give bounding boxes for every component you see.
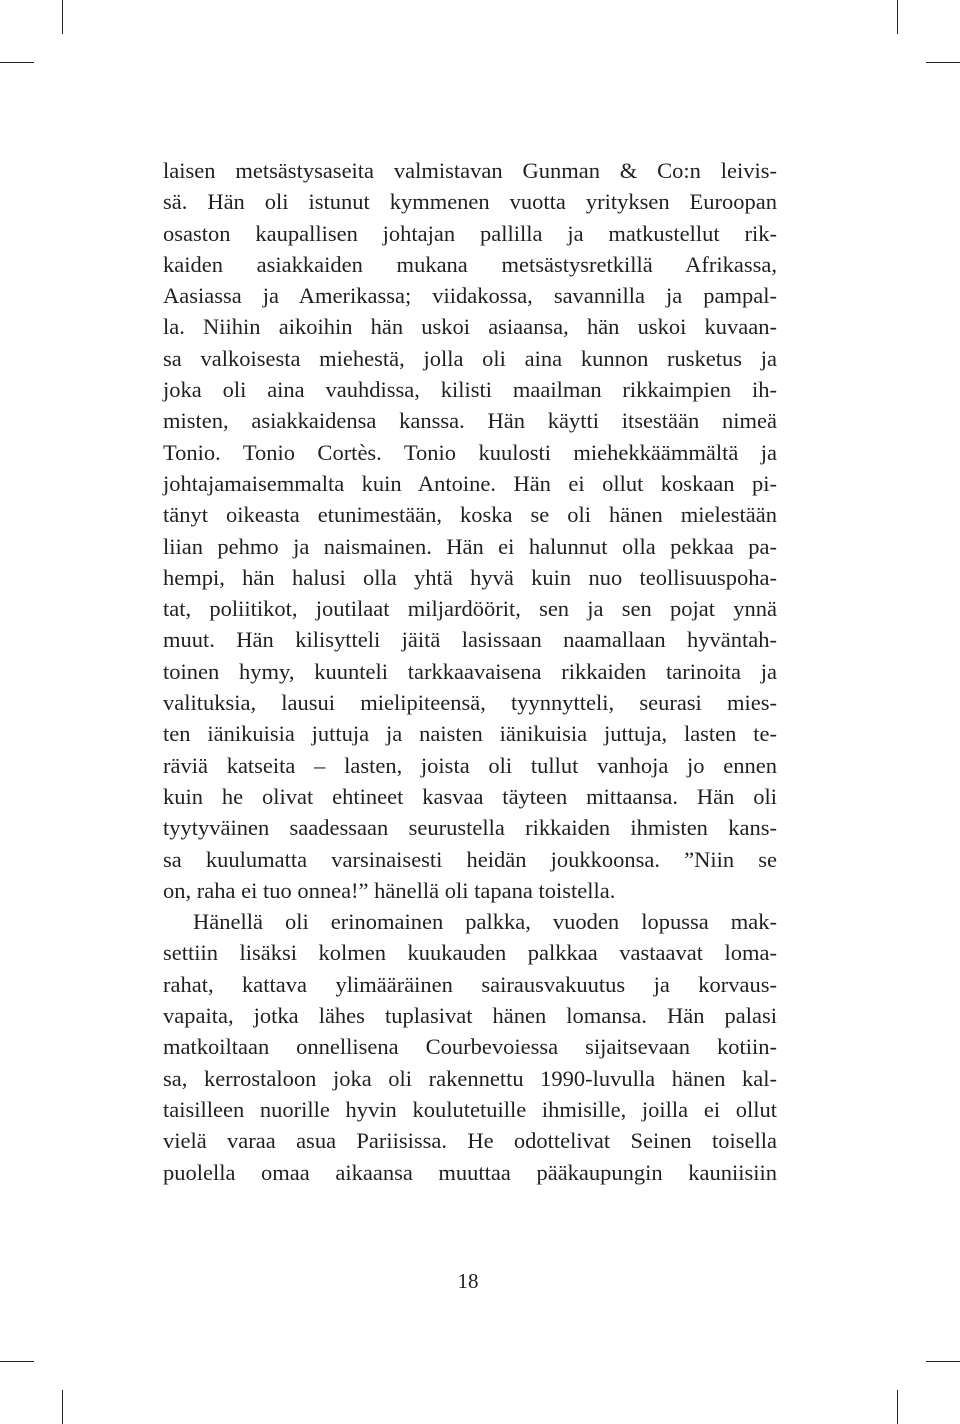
text-line: muut. Hän kilisytteli jäitä lasissaan naamallaan hyväntah- xyxy=(163,627,777,653)
text-line: sa valkoisesta miehestä, jolla oli aina kunnon rusketus ja xyxy=(163,345,777,371)
crop-mark-bottom-left-horizontal xyxy=(0,1361,34,1362)
text-line: hempi, hän halusi olla yhtä hyvä kuin nuo teollisuuspoha- xyxy=(163,564,777,590)
crop-mark-bottom-left xyxy=(62,1390,63,1424)
text-line: Tonio. Tonio Cortès. Tonio kuulosti miehekkäämmältä ja xyxy=(163,439,777,465)
text-line: taisilleen nuorille hyvin koulutetuille ihmisille, joilla ei ollut xyxy=(163,1096,777,1122)
text-line: ten iänikuisia juttuja ja naisten iänikuisia juttuja, lasten te- xyxy=(163,721,777,747)
text-line: liian pehmo ja naismainen. Hän ei halunnut olla pekkaa pa- xyxy=(163,533,777,559)
text-line: tat, poliitikot, joutilaat miljardöörit, sen ja sen pojat ynnä xyxy=(163,596,777,622)
text-line: on, raha ei tuo onnea!” hänellä oli tapana toistella. xyxy=(163,877,616,903)
paragraph-1 xyxy=(163,155,777,906)
text-line: kaiden asiakkaiden mukana metsästysretkillä Afrikassa, xyxy=(163,251,777,277)
crop-mark-top-right xyxy=(897,0,898,34)
text-line: tänyt oikeasta etunimestään, koska se oli hänen mielestään xyxy=(163,502,777,528)
text-line: vielä varaa asua Pariisissa. He odottelivat Seinen toisella xyxy=(163,1128,777,1154)
text-line: osaston kaupallisen johtajan pallilla ja matkustellut rik- xyxy=(163,220,777,246)
crop-mark-bottom-right-horizontal xyxy=(926,1361,960,1362)
text-line: rahat, kattava ylimääräinen sairausvakuutus ja korvaus- xyxy=(163,971,777,997)
text-line: joka oli aina vauhdissa, kilisti maailman rikkaimpien ih- xyxy=(163,377,777,403)
text-line: Aasiassa ja Amerikassa; viidakossa, savannilla ja pampal- xyxy=(163,283,777,309)
text-line: sä. Hän oli istunut kymmenen vuotta yrityksen Euroopan xyxy=(163,189,777,215)
text-line: valituksia, lausui mielipiteensä, tyynnytteli, seurasi mies- xyxy=(163,690,777,716)
paragraph-2 xyxy=(163,906,777,1188)
text-line: sa, kerrostaloon joka oli rakennettu 1990-luvulla hänen kal- xyxy=(163,1065,777,1091)
text-line: la. Niihin aikoihin hän uskoi asiaansa, hän uskoi kuvaan- xyxy=(163,314,777,340)
text-line: tyytyväinen saadessaan seurustella rikkaiden ihmisten kans- xyxy=(163,815,777,841)
crop-mark-top-left-horizontal xyxy=(0,62,34,63)
crop-mark-top-left xyxy=(62,0,63,34)
text-line: toinen hymy, kuunteli tarkkaavaisena rikkaiden tarinoita ja xyxy=(163,658,777,684)
text-line: misten, asiakkaidensa kanssa. Hän käytti itsestään nimeä xyxy=(163,408,777,434)
text-line: räviä katseita – lasten, joista oli tullut vanhoja jo ennen xyxy=(163,752,777,778)
text-line: matkoiltaan onnellisena Courbevoiessa sijaitsevaan kotiin- xyxy=(163,1034,777,1060)
crop-mark-top-right-horizontal xyxy=(926,62,960,63)
text-line: settiin lisäksi kolmen kuukauden palkkaa vastaavat loma- xyxy=(163,940,777,966)
text-line: johtajamaisemmalta kuin Antoine. Hän ei ollut koskaan pi- xyxy=(163,470,777,496)
text-line: vapaita, jotka lähes tuplasivat hänen lomansa. Hän palasi xyxy=(163,1003,777,1029)
text-line: kuin he olivat ehtineet kasvaa täyteen mittaansa. Hän oli xyxy=(163,783,777,809)
text-line: laisen metsästysaseita valmistavan Gunman & Co:n leivis- xyxy=(163,158,777,183)
body-text xyxy=(163,155,777,1188)
text-line: sa kuulumatta varsinaisesti heidän joukkoonsa. ”Niin se xyxy=(163,846,777,872)
text-line: puolella omaa aikaansa muuttaa pääkaupungin kauniisiin xyxy=(163,1159,777,1185)
text-line: Hänellä oli erinomainen palkka, vuoden lopussa mak- xyxy=(193,909,777,935)
page-number: 18 xyxy=(457,1269,479,1293)
crop-mark-bottom-right xyxy=(897,1390,898,1424)
